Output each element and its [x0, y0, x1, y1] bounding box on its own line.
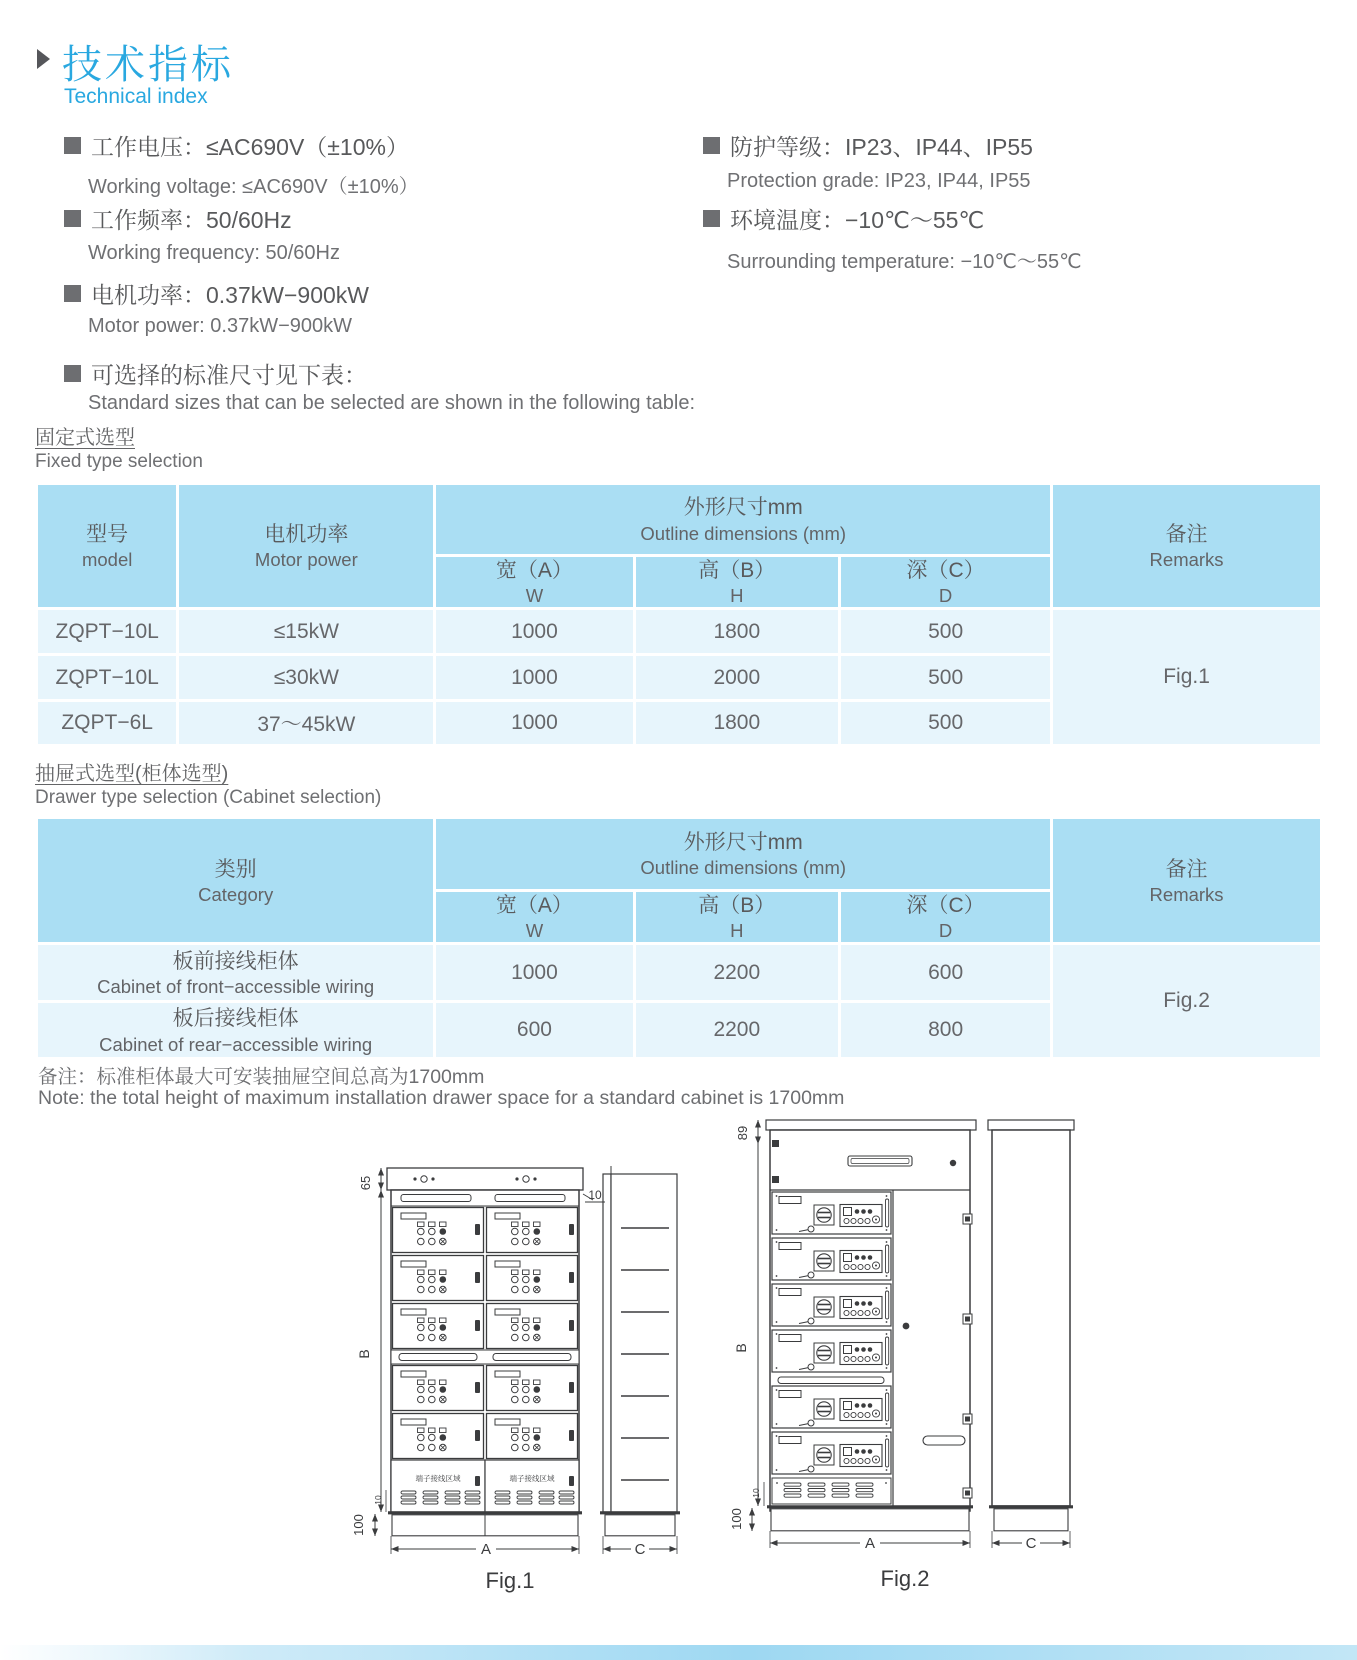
- fig2-dim-left: B: [733, 1343, 749, 1353]
- header-model: 型号 model: [37, 484, 178, 609]
- cell-height: 2000: [634, 655, 840, 701]
- drawer-section-title-cn: 抽屉式选型(柜体选型): [35, 763, 229, 785]
- cell-power: ≤30kW: [178, 655, 435, 701]
- square-bullet-icon: [64, 365, 81, 382]
- cell-width: 600: [435, 1002, 634, 1059]
- spec-text: 环境温度：−10℃～55℃: [730, 207, 985, 233]
- fig2-dim-small: 10: [751, 1488, 761, 1498]
- terminal-area-label: 端子接线区域: [509, 1474, 555, 1483]
- cell-category: 板前接线柜体 Cabinet of front−accessible wiring: [37, 944, 435, 1002]
- footnote-en: Note: the total height of maximum installation drawer space for a standard cabinet is 1700mm: [38, 1087, 845, 1109]
- spec-text: 防护等级：IP23、IP44、IP55: [730, 134, 1033, 160]
- fig1-dim-small: 10: [373, 1495, 383, 1505]
- spec-temperature-cn: [703, 202, 984, 235]
- cell-model: ZQPT−10L: [37, 655, 178, 701]
- spec-working-voltage-en: Working voltage: ≤AC690V（±10%）: [88, 176, 419, 198]
- table-row: [37, 609, 1322, 655]
- cell-width: 1000: [435, 655, 634, 701]
- fig2-dim-depth: C: [1025, 1535, 1037, 1552]
- spec-text: 可选择的标准尺寸见下表：: [91, 362, 367, 388]
- header-outline-dimensions: 外形尺寸mm Outline dimensions (mm): [435, 818, 1052, 891]
- fig2-dim-plinth: 100: [729, 1508, 744, 1530]
- page-title-cn: 技术指标: [62, 43, 234, 87]
- fig1-dim-width: A: [480, 1541, 492, 1558]
- spec-sizes-note-en: Standard sizes that can be selected are shown in the following table:: [88, 392, 696, 414]
- cell-height: 1800: [634, 701, 840, 746]
- header-depth: 深（C） D: [840, 556, 1052, 609]
- drawer-type-table: [35, 816, 1323, 1060]
- cell-depth: 500: [840, 609, 1052, 655]
- header-outline-dimensions: 外形尺寸mm Outline dimensions (mm): [435, 484, 1052, 556]
- cell-depth: 800: [840, 1002, 1052, 1059]
- cell-remark: Fig.1: [1052, 609, 1322, 746]
- fixed-type-table: [35, 482, 1323, 747]
- footnote-cn: 备注：标准柜体最大可安装抽屉空间总高为1700mm: [38, 1066, 485, 1088]
- cell-model: ZQPT−10L: [37, 609, 178, 655]
- table-row: [37, 944, 1322, 1002]
- fig1-dim-top-right: 10: [588, 1188, 602, 1202]
- spec-protection-grade-cn: [703, 129, 1033, 162]
- spec-motor-power-en: Motor power: 0.37kW−900kW: [88, 315, 352, 337]
- header-width: 宽（A） W: [435, 891, 634, 944]
- cell-depth: 600: [840, 944, 1052, 1002]
- cell-width: 1000: [435, 609, 634, 655]
- fig1-dim-left: B: [356, 1349, 372, 1359]
- page-title-en: Technical index: [64, 85, 208, 108]
- fig1-cabinet-drawing: [345, 1138, 695, 1608]
- spec-protection-grade-en: Protection grade: IP23, IP44, IP55: [727, 170, 1031, 192]
- spec-temperature-en: Surrounding temperature: −10℃～55℃: [727, 251, 1082, 273]
- spec-motor-power-cn: [64, 277, 369, 310]
- header-category: 类别 Category: [37, 818, 435, 944]
- square-bullet-icon: [64, 285, 81, 302]
- terminal-area-label: 端子接线区域: [415, 1474, 461, 1483]
- cell-depth: 500: [840, 655, 1052, 701]
- cell-power: ≤15kW: [178, 609, 435, 655]
- square-bullet-icon: [703, 137, 720, 154]
- cell-height: 2200: [634, 944, 840, 1002]
- header-motor-power: 电机功率 Motor power: [178, 484, 435, 609]
- header-height: 高（B） H: [634, 891, 840, 944]
- fig1-dim-plinth: 100: [351, 1514, 366, 1536]
- spec-text: 工作电压：≤AC690V（±10%）: [91, 134, 409, 160]
- header-remarks: 备注 Remarks: [1052, 818, 1322, 944]
- fig2-dim-top: 89: [735, 1125, 750, 1141]
- cell-height: 1800: [634, 609, 840, 655]
- cell-width: 1000: [435, 701, 634, 746]
- footer-accent-bar: [0, 1645, 1357, 1660]
- spec-working-frequency-en: Working frequency: 50/60Hz: [88, 242, 340, 264]
- header-width: 宽（A） W: [435, 556, 634, 609]
- cell-width: 1000: [435, 944, 634, 1002]
- spec-working-frequency-cn: [64, 202, 292, 235]
- fixed-section-title-cn: 固定式选型: [35, 427, 135, 449]
- fig2-dim-width: A: [864, 1535, 876, 1552]
- cell-remark: Fig.2: [1052, 944, 1322, 1059]
- fig1-caption: Fig.1: [485, 1568, 535, 1593]
- fig1-dim-depth: C: [634, 1541, 646, 1558]
- header-remarks: 备注 Remarks: [1052, 484, 1322, 609]
- cell-category: 板后接线柜体 Cabinet of rear−accessible wiring: [37, 1002, 435, 1059]
- square-bullet-icon: [703, 210, 720, 227]
- fig1-dim-top: 65: [358, 1175, 373, 1191]
- header-depth: 深（C） D: [840, 891, 1052, 944]
- cell-power: 37～45kW: [178, 701, 435, 746]
- fig2-caption: Fig.2: [880, 1566, 930, 1591]
- fig2-cabinet-drawing: [720, 1086, 1085, 1606]
- spec-sizes-note-cn: [64, 357, 367, 390]
- square-bullet-icon: [64, 210, 81, 227]
- header-height: 高（B） H: [634, 556, 840, 609]
- spec-working-voltage-cn: [64, 129, 409, 162]
- section-arrow-icon: [37, 49, 50, 69]
- cell-height: 2200: [634, 1002, 840, 1059]
- spec-text: 工作频率：50/60Hz: [91, 207, 292, 233]
- spec-text: 电机功率：0.37kW−900kW: [91, 282, 369, 308]
- cell-model: ZQPT−6L: [37, 701, 178, 746]
- square-bullet-icon: [64, 137, 81, 154]
- cell-depth: 500: [840, 701, 1052, 746]
- fixed-section-title-en: Fixed type selection: [35, 451, 203, 472]
- drawer-section-title-en: Drawer type selection (Cabinet selection): [35, 787, 382, 808]
